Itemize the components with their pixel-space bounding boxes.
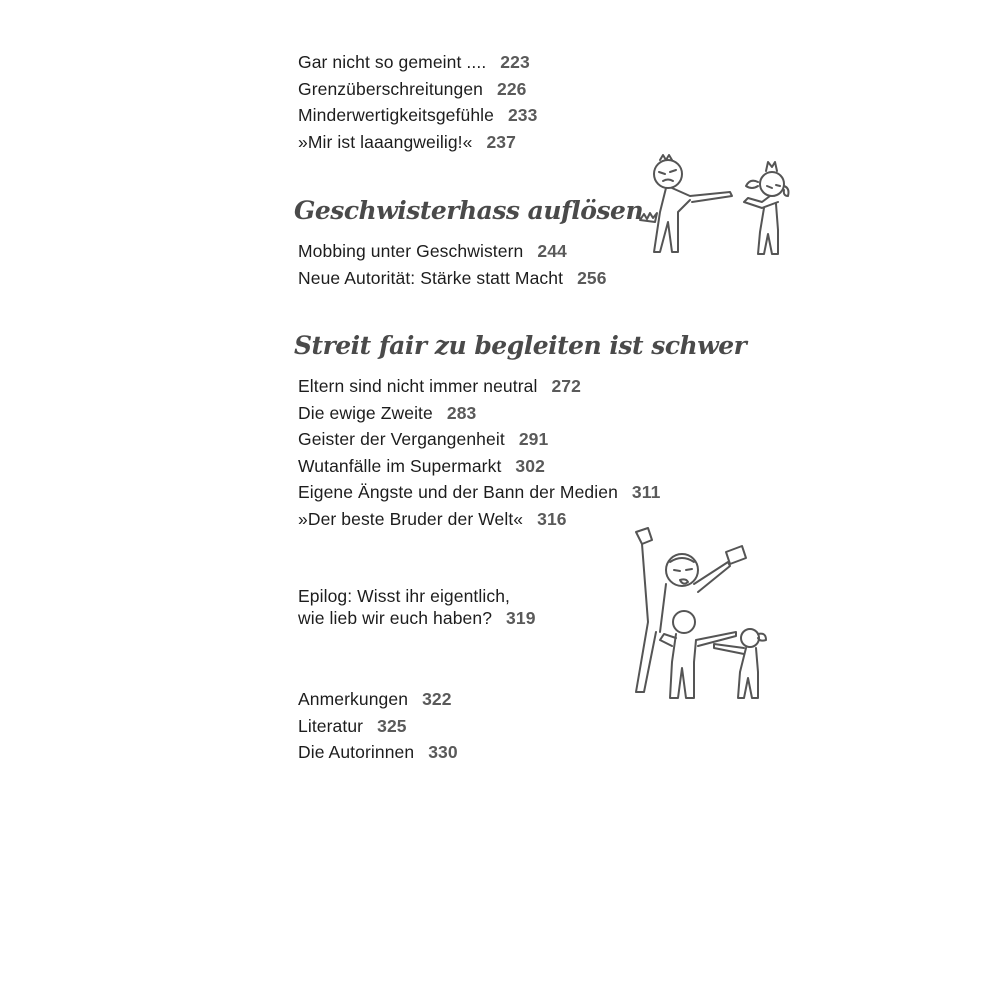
toc-entry-title: Die ewige Zweite (298, 402, 433, 423)
toc-entry-title: Die Autorinnen (298, 742, 415, 762)
toc-entry-page: 256 (577, 267, 607, 288)
epilog-line-2: wie lieb wir euch haben? (298, 608, 493, 628)
toc-entry-title: Literatur (298, 715, 364, 736)
toc-entry-page: 325 (377, 715, 407, 736)
toc-entry-page: 237 (486, 131, 516, 152)
toc-entry-epilog[interactable] (298, 585, 536, 629)
toc-entry-page: 319 (506, 608, 536, 628)
toc-entry[interactable] (298, 76, 527, 103)
toc-entry-title: Wutanfälle im Supermarkt (298, 455, 502, 476)
toc-entry-title: Neue Autorität: Stärke statt Macht (298, 267, 564, 288)
toc-entry-page: 311 (631, 482, 661, 502)
toc-entry-page: 233 (507, 105, 538, 125)
toc-entry[interactable] (298, 506, 567, 533)
toc-entry-title: Grenzüberschreitungen (298, 78, 483, 99)
toc-entry[interactable] (298, 238, 567, 265)
toc-entry[interactable] (298, 265, 607, 292)
toc-entry-title: Anmerkungen (298, 689, 409, 709)
siblings-arguing-illustration (630, 152, 810, 262)
toc-entry[interactable] (298, 102, 537, 129)
toc-entry-page: 316 (537, 508, 567, 529)
toc-entry-page: 322 (422, 689, 452, 709)
toc-entry[interactable] (298, 713, 407, 740)
toc-entry[interactable] (298, 373, 581, 400)
toc-entry[interactable] (298, 426, 548, 453)
toc-entry[interactable] (298, 686, 452, 713)
toc-entry-page: 272 (551, 376, 581, 396)
epilog-line-1: Epilog: Wisst ihr eigentlich, (298, 586, 511, 606)
toc-entry-title: Eltern sind nicht immer neutral (298, 376, 538, 396)
toc-entry-title: »Der beste Bruder der Welt« (298, 508, 524, 529)
toc-entry[interactable] (298, 479, 660, 506)
toc-entry-title: Mobbing unter Geschwistern (298, 241, 524, 261)
toc-entry-page: 223 (500, 52, 530, 72)
toc-entry[interactable] (298, 129, 516, 156)
toc-entry-page: 226 (497, 78, 527, 99)
toc-entry-title: Geister der Vergangenheit (298, 429, 505, 449)
toc-entry-page: 283 (446, 402, 477, 423)
toc-entry-page: 302 (515, 455, 545, 476)
toc-entry-title: Minderwertigkeitsgefühle (298, 105, 494, 125)
section-heading-streit: Streit fair zu begleiten ist schwer (294, 331, 747, 360)
toc-entry-title: Eigene Ängste und der Bann der Medien (298, 482, 618, 502)
toc-entry-page: 244 (537, 241, 567, 261)
toc-entry[interactable] (298, 49, 530, 76)
toc-entry-page: 291 (518, 429, 549, 449)
section-heading-geschwisterhass: Geschwisterhass auflösen (294, 196, 644, 225)
toc-entry-title: Gar nicht so gemeint .... (298, 52, 487, 72)
toc-entry[interactable] (298, 739, 458, 766)
toc-entry-page: 330 (428, 742, 458, 762)
toc-entry[interactable] (298, 453, 545, 480)
toc-entry[interactable] (298, 400, 476, 427)
family-celebrating-illustration (630, 522, 780, 702)
toc-entry-title: »Mir ist laaangweilig!« (298, 131, 473, 152)
